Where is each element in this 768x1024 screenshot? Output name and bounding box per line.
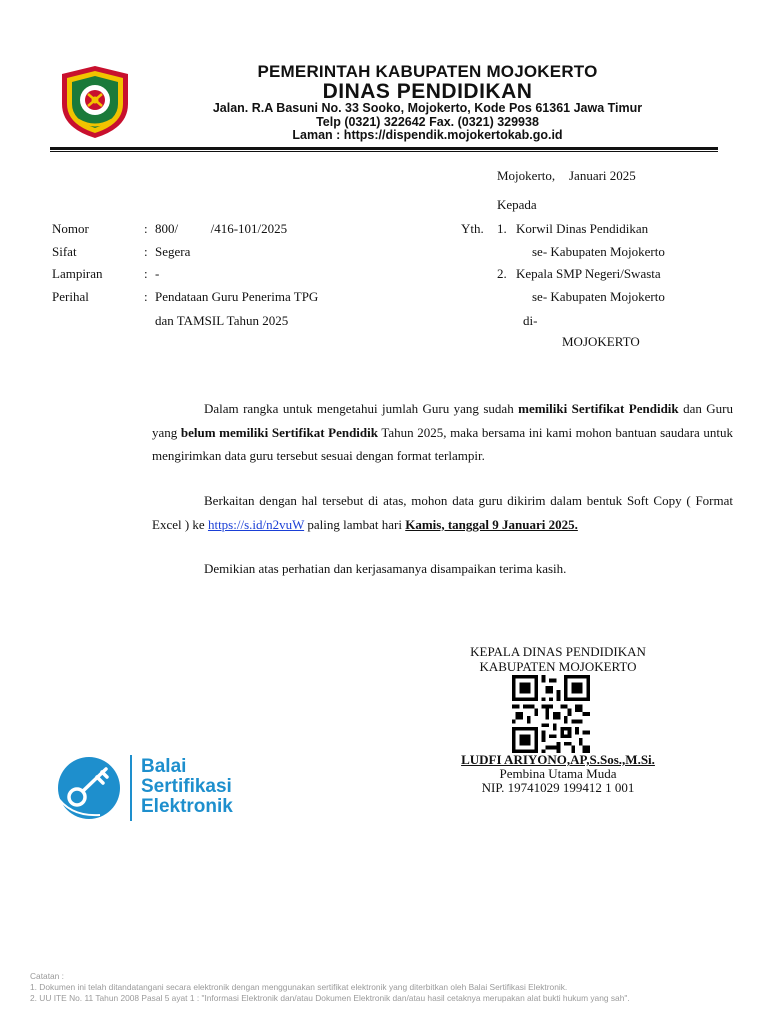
meta-sep: : (144, 266, 148, 281)
signature-title-2: KABUPATEN MOJOKERTO (479, 659, 637, 674)
bsre-text-line2: Sertifikasi (141, 776, 232, 797)
recipient-line: se- Kabupaten Mojokerto (532, 244, 665, 259)
deadline: Kamis, tanggal 9 Januari 2025. (405, 516, 578, 532)
meta-value-lampiran: - (155, 266, 160, 281)
qr-code (512, 675, 590, 753)
bsre-key-logo (50, 755, 128, 821)
body-paragraph-2: Berkaitan dengan hal tersebut di atas, mohon data guru dikirim dalam bentuk Soft Copy ( Format Excel ) ke https://s.id/n2vuW paling lambat hari Kamis, tanggal 9 Januari 2025. (152, 493, 733, 532)
meta-sep: : (144, 244, 148, 259)
recipient-number: 1. (497, 221, 507, 236)
letter-date: Januari 2025 (569, 168, 636, 183)
signature-title: KEPALA DINAS PENDIDIKAN (470, 644, 646, 659)
bsre-text-line1: Balai (141, 756, 187, 777)
bsre-text-line3: Elektronik (141, 796, 233, 817)
footnote-line-1: 1. Dokumen ini telah ditandatangani secara elektronik dengan menggunakan sertifikat elektronik yang diterbitkan oleh Balai Sertifikasi Elektronik. (30, 982, 568, 992)
office-website: Laman : https://dispendik.mojokertokab.go.id (292, 128, 563, 142)
recipient-city: MOJOKERTO (562, 334, 640, 349)
signatory-rank: Pembina Utama Muda (499, 766, 617, 781)
signatory-name: LUDFI ARIYONO,AP,S.Sos.,M.Si. (461, 752, 655, 767)
bsre-divider (130, 755, 132, 821)
meta-label-perihal: Perihal (52, 289, 89, 304)
recipient-line: Korwil Dinas Pendidikan (516, 221, 649, 236)
office-address: Jalan. R.A Basuni No. 33 Sooko, Mojokerto, Kode Pos 61361 Jawa Timur (212, 101, 643, 115)
signatory-nip: NIP. 19741029 199412 1 001 (481, 780, 635, 795)
meta-value-perihal: Pendataan Guru Penerima TPG (155, 289, 319, 304)
recipient-number: 2. (497, 266, 507, 281)
meta-value-perihal-line2: dan TAMSIL Tahun 2025 (155, 313, 289, 328)
meta-value-nomor: 800/ /416-101/2025 (155, 221, 288, 236)
meta-label-lampiran: Lampiran (52, 266, 103, 281)
meta-sep: : (144, 289, 148, 304)
meta-label-sifat: Sifat (52, 244, 77, 259)
body-paragraph-1: Dalam rangka untuk mengetahui jumlah Guru yang sudah memiliki Sertifikat Pendidik dan Guru yang belum memiliki Sertifikat Pendidik Tahun 2025, maka bersama ini kami mohon bantuan saudara untuk mengirimkan data guru tersebut sesuai dengan format terlampir. (152, 401, 733, 463)
regency-emblem-logo (58, 64, 132, 140)
recipient-line: Kepala SMP Negeri/Swasta (516, 266, 661, 281)
form-link[interactable]: https://s.id/n2vuW (207, 516, 305, 532)
recipient-di: di- (523, 313, 538, 328)
meta-sep: : (144, 221, 148, 236)
meta-value-sifat: Segera (155, 244, 191, 259)
footnote-line-2: 2. UU ITE No. 11 Tahun 2008 Pasal 5 ayat 1 : "Informasi Elektronik dan/atau Dokumen Elektronik dan/atau hasil cetaknya merupakan alat bukti hukum yang sah". (30, 993, 630, 1003)
letterhead-divider-thin (50, 151, 718, 152)
department-name: DINAS PENDIDIKAN (322, 80, 533, 103)
letter-place: Mojokerto, (497, 168, 556, 183)
footnote-heading: Catatan : (30, 971, 64, 981)
recipient-kepada: Kepada (497, 197, 537, 212)
recipient-line: se- Kabupaten Mojokerto (532, 289, 665, 304)
recipient-yth: Yth. (461, 221, 484, 236)
letterhead-divider (50, 147, 718, 150)
meta-label-nomor: Nomor (52, 221, 89, 236)
body-paragraph-3: Demikian atas perhatian dan kerjasamanya disampaikan terima kasih. (204, 561, 567, 576)
government-name: PEMERINTAH KABUPATEN MOJOKERTO (257, 62, 598, 81)
office-phone: Telp (0321) 322642 Fax. (0321) 329938 (316, 115, 539, 129)
